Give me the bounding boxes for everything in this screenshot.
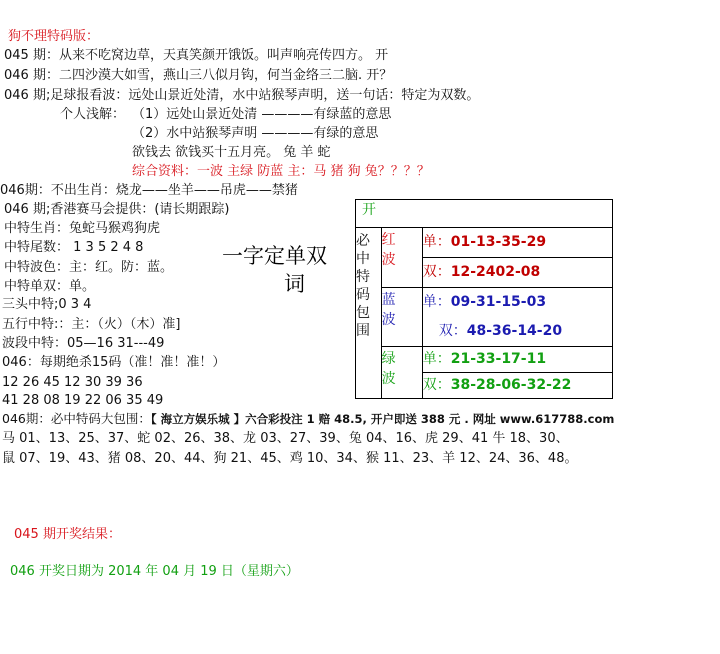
line-045: 045 期：从来不吃窝边草，天真笑颜开饿饭。叫声响亮传四方。 开	[4, 48, 389, 63]
blue-even-row: 双：48-36-14-20	[422, 317, 612, 347]
side-char: 包	[356, 305, 370, 321]
summary-line: 综合资料：一波 主绿 防蓝 主：马 猪 狗 兔？？？？	[132, 164, 430, 179]
tail-line: 中特尾数： 1 3 5 2 4 8	[4, 240, 144, 255]
explanation-1: （1）远处山景近处清 ————有绿蓝的意思	[132, 107, 392, 122]
big-pack-line	[2, 410, 614, 428]
advert-text: 【 海立方娱乐城 】六合彩投注 1 赔 48.5, 开户即送 388 元 . 网址 www.617788.com	[150, 412, 615, 426]
big-pack-label: 046期：必中特码大包围：	[2, 411, 151, 426]
explanation-2: （2）水中站猴琴声明 ————有绿的意思	[132, 126, 379, 141]
red-wave-label: 红 波	[381, 228, 422, 288]
explanation-label: 个人浅解：	[60, 107, 126, 122]
blue-wave-label: 蓝 波	[381, 288, 422, 347]
special-number-table	[355, 199, 613, 399]
side-char: 特	[356, 269, 370, 285]
segment-line: 波段中特：05—16 31---49	[2, 336, 165, 351]
red-even-row: 双：12-2402-08	[422, 258, 612, 288]
explanation-3: 欲钱去 欲钱买十五月亮。 兔 羊 蛇	[132, 145, 331, 160]
green-wave-label: 绿 波	[381, 347, 422, 399]
element-line: 五行中特:：主：（火）（木）准]	[2, 317, 181, 332]
page-title: 狗不理特码版：	[8, 29, 100, 44]
side-char: 围	[356, 323, 370, 339]
line-046-football: 046 期;足球报看波：远处山景近处清，水中站猴琴声明，送一句话：特定为双数。	[4, 88, 480, 103]
head-line: 三头中特;0 3 4	[2, 297, 92, 312]
kill-label: 046：每期绝杀15码（准！准！准！）	[2, 355, 226, 370]
result-label: 045 期开奖结果：	[14, 527, 121, 542]
side-char: 中	[356, 251, 370, 267]
kill-numbers-2: 41 28 08 19 22 06 35 49	[2, 393, 164, 408]
kill-numbers-1: 12 26 45 12 30 39 36	[2, 375, 143, 390]
draw-date: 046 开奖日期为 2014 年 04 月 19 日（星期六）	[10, 564, 299, 579]
table-header: 开	[356, 200, 613, 228]
red-odd-row: 单：01-13-35-29	[422, 228, 612, 258]
green-even-row: 双：38-28-06-32-22	[422, 373, 612, 399]
watermark-line-2: 词	[284, 272, 305, 296]
green-odd-row: 单：21-33-17-11	[422, 347, 612, 373]
pack-numbers-2: 鼠 07、19、43、猪 08、20、44、狗 21、45、鸡 10、34、猴 11、23、羊 12、24、36、48。	[2, 451, 578, 466]
zodiac-line: 中特生肖：兔蛇马猴鸡狗虎	[4, 221, 161, 236]
wave-line: 中特波色：主：红。防：蓝。	[4, 260, 174, 275]
blue-odd-row: 单：09-31-15-03	[422, 288, 612, 318]
watermark-line-1: 一字定单双	[222, 244, 327, 268]
line-046-hk: 046 期;香港赛马会提供：(请长期跟踪)	[4, 202, 230, 217]
side-char: 必	[356, 233, 370, 249]
side-char: 码	[356, 287, 370, 303]
line-046-no-zodiac: 046期：不出生肖：烧龙——坐羊——吊虎——禁猪	[0, 183, 298, 198]
table-side-label	[356, 228, 382, 399]
line-046-poem: 046 期：二四沙漠大如雪，燕山三八似月钩，何当金络三二脑. 开？	[4, 68, 393, 83]
odd-even-line: 中特单双：单。	[4, 279, 96, 294]
pack-numbers-1: 马 01、13、25、37、蛇 02、26、38、龙 03、27、39、兔 04、16、虎 29、41 牛 18、30、	[2, 431, 569, 446]
